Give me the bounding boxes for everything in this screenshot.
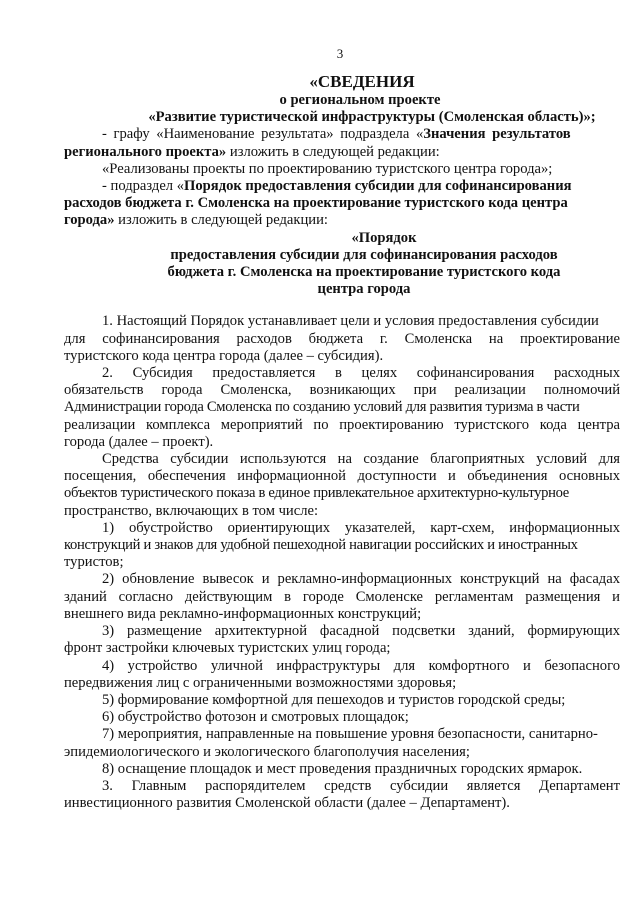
item-2-line-3: внешнего вида рекламно-информационных конструкций; bbox=[64, 605, 422, 622]
para-3-line-4: пространство, включающих в том числе: bbox=[64, 502, 319, 519]
para-4-line-1: 3. Главным распорядителем средств субсидии является Департамент bbox=[102, 777, 620, 794]
item-4-line-2: передвижения лиц с ограниченными возможностями здоровья; bbox=[64, 674, 457, 691]
document-body bbox=[64, 72, 620, 812]
svedeniya-subtitle: о региональном проекте bbox=[279, 92, 441, 108]
item-3-line-1: 3) размещение архитектурной фасадной подсветки зданий, формирующих bbox=[102, 623, 620, 640]
para-2-line-1: 2. Субсидия предоставляется в целях софинансирования расходных bbox=[102, 365, 620, 382]
amendment-2-line-1 bbox=[64, 178, 620, 195]
para-2-line-5: города (далее – проект). bbox=[64, 433, 214, 450]
order-heading-line-1: «Порядок bbox=[351, 229, 417, 246]
order-heading bbox=[64, 230, 620, 299]
amendment-2-line-2: расходов бюджета г. Смоленска на проектирование туристского кода центра bbox=[64, 195, 568, 212]
item-4-line-1: 4) устройство уличной инфраструктуры для комфортного и безопасного bbox=[102, 657, 620, 674]
amendment-2-text-3: изложить в следующей редакции: bbox=[114, 212, 328, 229]
para-3-line-2: посещения, обеспечения информационной доступности и объединения основных bbox=[64, 468, 620, 485]
para-1-line-2: для софинансирования расходов бюджета г. Смоленска на проектирование bbox=[64, 330, 620, 347]
item-1-line-2: конструкций и знаков для удобной пешеходной навигации российских и иностранных bbox=[64, 537, 578, 554]
para-3-line-1: Средства субсидии используются на создание благоприятных условий для bbox=[102, 451, 620, 468]
page-number: 3 bbox=[336, 46, 344, 61]
item-3-line-2: фронт застройки ключевых туристских улиц города; bbox=[64, 640, 391, 657]
para-4-line-2: инвестиционного развития Смоленской области (далее – Департамент). bbox=[64, 795, 510, 812]
item-6: 6) обустройство фотозон и смотровых площадок; bbox=[102, 709, 409, 726]
order-heading-line-3: бюджета г. Смоленска на проектирование туристского кода bbox=[167, 264, 561, 281]
para-2-line-3: Администрации города Смоленска по созданию условий для развития туризма в части bbox=[64, 399, 580, 416]
item-7-line-1: 7) мероприятия, направленные на повышение уровня безопасности, санитарно- bbox=[102, 726, 598, 743]
para-2-line-4: реализации комплекса мероприятий по проектированию туристского кода центра bbox=[64, 416, 620, 433]
item-2-line-2: зданий согласно действующим в городе Смоленске регламентам размещения и bbox=[64, 588, 620, 605]
amendment-2-text: - подраздел « bbox=[102, 178, 185, 195]
amendment-1-line-1 bbox=[64, 126, 620, 143]
amendment-1-bold-2: регионального проекта» bbox=[64, 143, 227, 160]
para-1-line-3: туристского кода центра города (далее – субсидия). bbox=[64, 347, 384, 364]
quote-result: «Реализованы проекты по проектированию туристского центра города»; bbox=[102, 160, 553, 177]
para-1-line-1: 1. Настоящий Порядок устанавливает цели и условия предоставления субсидии bbox=[102, 313, 599, 330]
item-1-line-3: туристов; bbox=[64, 554, 124, 571]
para-3-line-3: объектов туристического показа в единое привлекательное архитектурно-культурное bbox=[64, 485, 569, 502]
item-2-line-1: 2) обновление вывесок и рекламно-информационных конструкций на фасадах bbox=[102, 571, 620, 588]
order-heading-line-2: предоставления субсидии для софинансирования расходов bbox=[170, 246, 558, 263]
project-name: «Развитие туристической инфраструктуры (Смоленская область)»; bbox=[148, 109, 596, 126]
amendment-2-line-3 bbox=[64, 212, 620, 229]
para-2-line-2: обязательств города Смоленска, возникающих при реализации полномочий bbox=[64, 382, 620, 399]
item-1-line-1: 1) обустройство ориентирующих указателей, карт-схем, информационных bbox=[102, 519, 620, 536]
order-heading-line-4: центра города bbox=[317, 281, 411, 298]
amendment-1-line-2 bbox=[64, 144, 620, 161]
amendment-1-text: - графу «Наименование результата» подраздела « bbox=[102, 126, 424, 143]
amendment-1-bold: Значения результатов bbox=[423, 126, 571, 143]
svedeniya-title: «СВЕДЕНИЯ bbox=[309, 72, 415, 91]
amendment-1-text-2: изложить в следующей редакции: bbox=[226, 143, 440, 160]
item-5: 5) формирование комфортной для пешеходов и туристов городской среды; bbox=[102, 691, 566, 708]
amendment-2-bold-3: города» bbox=[64, 212, 115, 229]
amendment-2-bold: Порядок предоставления субсидии для софинансирования bbox=[184, 178, 572, 195]
item-7-line-2: эпидемиологического и экологического благополучия населения; bbox=[64, 743, 470, 760]
item-8: 8) оснащение площадок и мест проведения праздничных городских ярмарок. bbox=[102, 760, 583, 777]
